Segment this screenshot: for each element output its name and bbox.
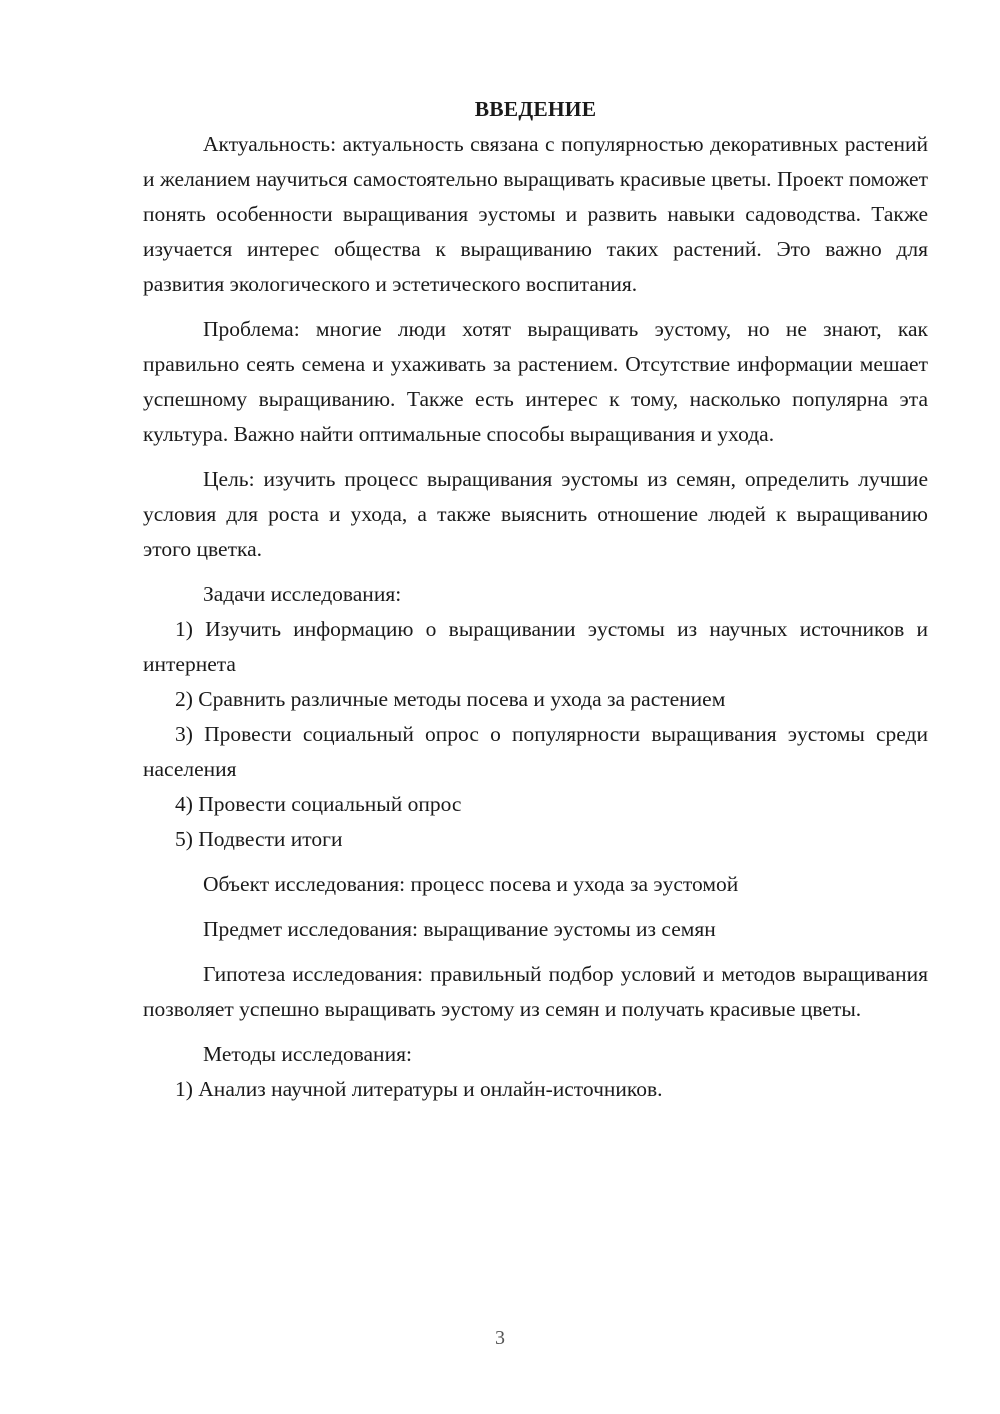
- section-title: ВВЕДЕНИЕ: [474, 97, 597, 121]
- paragraph-goal: Цель: изучить процесс выращивания эустомы из семян, определить лучшие условия для роста и ухода, а также выяснить отношение людей к выращиванию этого цветка.: [143, 467, 928, 561]
- research-object: Объект исследования: процесс посева и ухода за эустомой: [203, 872, 739, 896]
- paragraph-relevance: Актуальность: актуальность связана с популярностью декоративных растений и желанием научиться самостоятельно выращивать красивые цветы. Проект поможет понять особенности выращивания эустомы и развить навыки садоводства. Также изучается интерес общества к выращиванию таких растений. Это важно для развития экологического и эстетического воспитания.: [143, 132, 928, 296]
- task-item-1: 1) Изучить информацию о выращивании эустомы из научных источников и интернета: [143, 617, 928, 676]
- task-item-2: 2) Сравнить различные методы посева и ухода за растением: [175, 687, 726, 711]
- document-page: [143, 92, 928, 1107]
- tasks-heading: Задачи исследования:: [203, 582, 402, 606]
- research-hypothesis: Гипотеза исследования: правильный подбор условий и методов выращивания позволяет успешно выращивать эустому из семян и получать красивые цветы.: [143, 962, 928, 1021]
- task-item-4: 4) Провести социальный опрос: [175, 792, 462, 816]
- paragraph-problem: Проблема: многие люди хотят выращивать эустому, но не знают, как правильно сеять семена и ухаживать за растением. Отсутствие информации мешает успешному выращиванию. Также есть интерес к тому, насколько популярна эта культура. Важно найти оптимальные способы выращивания и ухода.: [143, 317, 928, 446]
- method-item-1: 1) Анализ научной литературы и онлайн-источников.: [175, 1077, 663, 1101]
- page-number: 3: [495, 1327, 505, 1349]
- research-subject: Предмет исследования: выращивание эустомы из семян: [203, 917, 716, 941]
- task-item-5: 5) Подвести итоги: [175, 827, 343, 851]
- methods-heading: Методы исследования:: [203, 1042, 412, 1066]
- task-item-3: 3) Провести социальный опрос о популярности выращивания эустомы среди населения: [143, 722, 928, 781]
